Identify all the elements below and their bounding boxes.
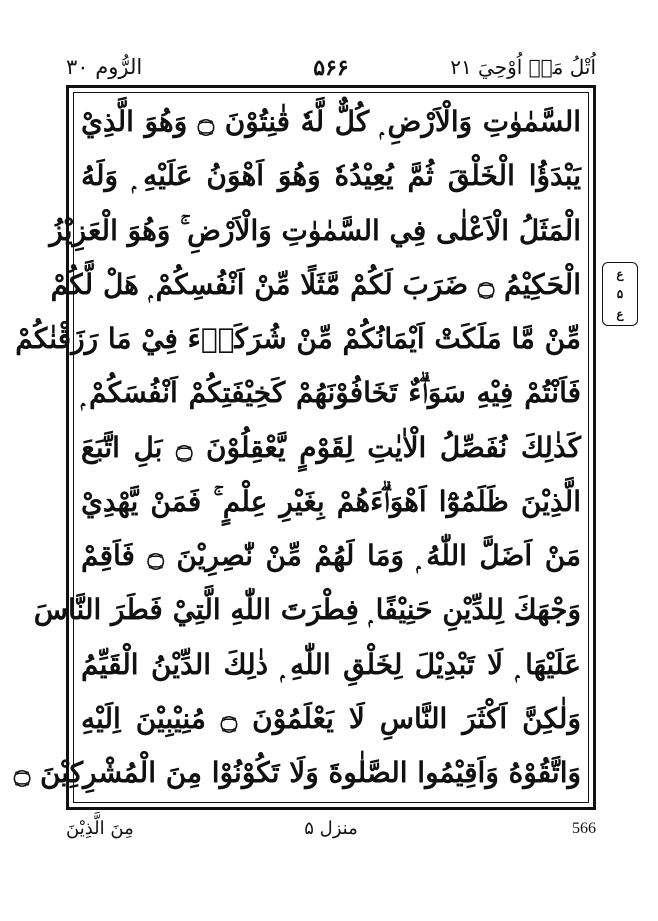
verse-line: الْحَكِيْمُ ۝ ضَرَبَ لَكُمْ مَّثَلًا مِّنْ اَنْفُسِكُمْ ۭ هَلْ لَّكُمْ [50,267,581,301]
verse-line: الَّذِيْنَ ظَلَمُوْٓا اَهْوَاۗءَهُمْ بِغَيْرِ عِلْمٍ ۚ فَمَنْ يَّهْدِيْ [81,484,581,518]
verse-line: مِّنْ مَّا مَلَكَتْ اَيْمَانُكُمْ مِّنْ شُرَكَاۗءَ فِيْ مَا رَزَقْنٰكُمْ [15,322,581,355]
verse-line: وَاتَّقُوْهُ وَاَقِيْمُوا الصَّلٰوةَ وَلَا تَكُوْنُوْا مِنَ الْمُشْرِكِيْنَ ۝ [13,756,581,789]
ruku-marker [602,262,638,326]
verse-line: السَّمٰوٰتِ وَالْاَرْضِ ۭ كُلٌّ لَّهٗ قٰنِتُوْنَ ۝ وَهُوَ الَّذِيْ [81,105,582,138]
juz-name: اُتْلُ مَاۤ اُوْحِيَ ۲۱ [450,55,596,79]
verse-line: يَبْدَؤُا الْخَلْقَ ثُمَّ يُعِيْدُهٗ وَهُوَ اَهْوَنُ عَلَيْهِ ۭ وَلَهُ [81,159,581,193]
catchword: مِنَ الَّذِيْنَ [66,818,134,839]
ruku-marker-top: ع [616,267,624,281]
ruku-marker-middle: ۵ [616,287,624,301]
ruku-marker-bottom: ع [616,307,624,321]
arabic-page-number: ۵۶۶ [313,55,349,81]
surah-name: الرُّوم ۳۰ [66,55,143,79]
verse-line: وَجْهَكَ لِلدِّيْنِ حَنِيْفًا ۭ فِطْرَتَ اللّٰهِ الَّتِيْ فَطَرَ النَّاسَ [33,593,581,627]
verse-line: الْمَثَلُ الْاَعْلٰى فِي السَّمٰوٰتِ وَالْاَرْضِ ۚ وَهُوَ الْعَزِيْزُ [49,213,581,247]
verse-lines [13,98,582,797]
verse-line: مَنْ اَضَلَّ اللّٰهُ ۭ وَمَا لَهُمْ مِّنْ نّٰصِرِيْنَ ۝ فَاَقِمْ [81,539,582,572]
text-frame [13,85,596,810]
verse-line: وَلٰكِنَّ اَكْثَرَ النَّاسِ لَا يَعْلَمُوْنَ ۝ مُنِيْبِيْنَ اِلَيْهِ [81,701,581,735]
verse-line: كَذٰلِكَ نُفَصِّلُ الْاٰيٰتِ لِقَوْمٍ يَّعْقِلُوْنَ ۝ بَلِ اتَّبَعَ [81,430,581,464]
verse-line: عَلَيْهَا ۭ لَا تَبْدِيْلَ لِخَلْقِ اللّٰهِ ۭ ذٰلِكَ الدِّيْنُ الْقَيِّمُ [81,647,581,681]
verse-line: فَاَنْتُمْ فِيْهِ سَوَاۗءٌ تَخَافُوْنَهُمْ كَخِيْفَتِكُمْ اَنْفُسَكُمْ ۭ [81,376,581,410]
manzil-label: منزل ۵ [304,818,358,839]
page-footer [66,818,596,862]
page-number: 566 [572,820,596,837]
